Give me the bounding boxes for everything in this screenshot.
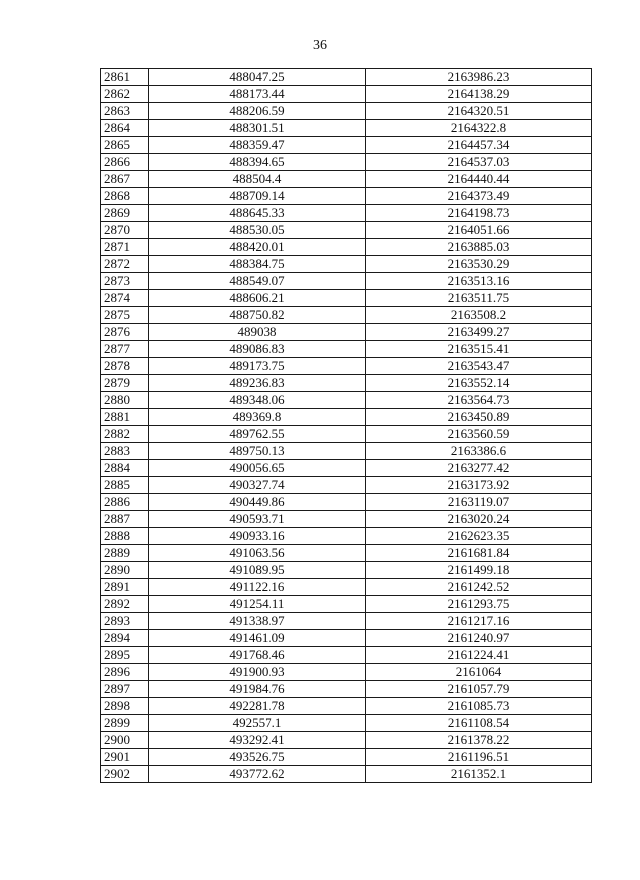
x-coordinate-cell: 489750.13 — [149, 443, 366, 460]
y-coordinate-cell: 2164457.34 — [366, 137, 592, 154]
y-coordinate-cell: 2164373.49 — [366, 188, 592, 205]
table-row — [101, 664, 592, 681]
x-coordinate-cell: 492557.1 — [149, 715, 366, 732]
table-row — [101, 103, 592, 120]
table-row — [101, 137, 592, 154]
point-id-cell: 2863 — [101, 103, 149, 120]
y-coordinate-cell: 2163020.24 — [366, 511, 592, 528]
point-id-cell: 2881 — [101, 409, 149, 426]
coordinates-table — [100, 68, 592, 783]
table-row — [101, 307, 592, 324]
y-coordinate-cell: 2163543.47 — [366, 358, 592, 375]
point-id-cell: 2878 — [101, 358, 149, 375]
y-coordinate-cell: 2163173.92 — [366, 477, 592, 494]
point-id-cell: 2902 — [101, 766, 149, 783]
y-coordinate-cell: 2162623.35 — [366, 528, 592, 545]
point-id-cell: 2890 — [101, 562, 149, 579]
x-coordinate-cell: 490056.65 — [149, 460, 366, 477]
y-coordinate-cell: 2163386.6 — [366, 443, 592, 460]
y-coordinate-cell: 2164138.29 — [366, 86, 592, 103]
point-id-cell: 2874 — [101, 290, 149, 307]
y-coordinate-cell: 2161085.73 — [366, 698, 592, 715]
x-coordinate-cell: 488504.4 — [149, 171, 366, 188]
page-number: 36 — [313, 38, 327, 53]
point-id-cell: 2868 — [101, 188, 149, 205]
x-coordinate-cell: 493292.41 — [149, 732, 366, 749]
y-coordinate-cell: 2163513.16 — [366, 273, 592, 290]
x-coordinate-cell: 488645.33 — [149, 205, 366, 222]
point-id-cell: 2899 — [101, 715, 149, 732]
table-row — [101, 545, 592, 562]
point-id-cell: 2876 — [101, 324, 149, 341]
point-id-cell: 2901 — [101, 749, 149, 766]
point-id-cell: 2861 — [101, 69, 149, 86]
point-id-cell: 2900 — [101, 732, 149, 749]
x-coordinate-cell: 490593.71 — [149, 511, 366, 528]
y-coordinate-cell: 2163986.23 — [366, 69, 592, 86]
x-coordinate-cell: 491984.76 — [149, 681, 366, 698]
point-id-cell: 2885 — [101, 477, 149, 494]
y-coordinate-cell: 2163277.42 — [366, 460, 592, 477]
x-coordinate-cell: 490327.74 — [149, 477, 366, 494]
point-id-cell: 2886 — [101, 494, 149, 511]
x-coordinate-cell: 488394.65 — [149, 154, 366, 171]
table-row — [101, 239, 592, 256]
y-coordinate-cell: 2161240.97 — [366, 630, 592, 647]
table-row — [101, 290, 592, 307]
table-row — [101, 698, 592, 715]
table-row — [101, 256, 592, 273]
point-id-cell: 2887 — [101, 511, 149, 528]
table-row — [101, 460, 592, 477]
y-coordinate-cell: 2164440.44 — [366, 171, 592, 188]
table-row — [101, 409, 592, 426]
y-coordinate-cell: 2164051.66 — [366, 222, 592, 239]
table-row — [101, 426, 592, 443]
y-coordinate-cell: 2161378.22 — [366, 732, 592, 749]
y-coordinate-cell: 2163560.59 — [366, 426, 592, 443]
table-row — [101, 358, 592, 375]
x-coordinate-cell: 488420.01 — [149, 239, 366, 256]
x-coordinate-cell: 491122.16 — [149, 579, 366, 596]
x-coordinate-cell: 488750.82 — [149, 307, 366, 324]
table-row — [101, 69, 592, 86]
x-coordinate-cell: 488173.44 — [149, 86, 366, 103]
table-row — [101, 188, 592, 205]
table-row — [101, 494, 592, 511]
table-row — [101, 613, 592, 630]
table-row — [101, 647, 592, 664]
point-id-cell: 2879 — [101, 375, 149, 392]
point-id-cell: 2864 — [101, 120, 149, 137]
y-coordinate-cell: 2163499.27 — [366, 324, 592, 341]
x-coordinate-cell: 489762.55 — [149, 426, 366, 443]
table-row — [101, 222, 592, 239]
point-id-cell: 2891 — [101, 579, 149, 596]
point-id-cell: 2893 — [101, 613, 149, 630]
table-row — [101, 375, 592, 392]
y-coordinate-cell: 2163885.03 — [366, 239, 592, 256]
x-coordinate-cell: 489173.75 — [149, 358, 366, 375]
y-coordinate-cell: 2164198.73 — [366, 205, 592, 222]
x-coordinate-cell: 489038 — [149, 324, 366, 341]
y-coordinate-cell: 2163511.75 — [366, 290, 592, 307]
table-row — [101, 273, 592, 290]
point-id-cell: 2892 — [101, 596, 149, 613]
x-coordinate-cell: 489086.83 — [149, 341, 366, 358]
point-id-cell: 2884 — [101, 460, 149, 477]
table-row — [101, 205, 592, 222]
point-id-cell: 2871 — [101, 239, 149, 256]
x-coordinate-cell: 488359.47 — [149, 137, 366, 154]
y-coordinate-cell: 2163515.41 — [366, 341, 592, 358]
point-id-cell: 2896 — [101, 664, 149, 681]
x-coordinate-cell: 490449.86 — [149, 494, 366, 511]
x-coordinate-cell: 489348.06 — [149, 392, 366, 409]
y-coordinate-cell: 2164320.51 — [366, 103, 592, 120]
table-row — [101, 715, 592, 732]
point-id-cell: 2862 — [101, 86, 149, 103]
x-coordinate-cell: 492281.78 — [149, 698, 366, 715]
y-coordinate-cell: 2163508.2 — [366, 307, 592, 324]
point-id-cell: 2869 — [101, 205, 149, 222]
x-coordinate-cell: 491338.97 — [149, 613, 366, 630]
x-coordinate-cell: 491461.09 — [149, 630, 366, 647]
x-coordinate-cell: 489236.83 — [149, 375, 366, 392]
y-coordinate-cell: 2164322.8 — [366, 120, 592, 137]
x-coordinate-cell: 491768.46 — [149, 647, 366, 664]
table-row — [101, 324, 592, 341]
table-row — [101, 86, 592, 103]
table-row — [101, 630, 592, 647]
y-coordinate-cell: 2163119.07 — [366, 494, 592, 511]
point-id-cell: 2897 — [101, 681, 149, 698]
table-row — [101, 766, 592, 783]
table-row — [101, 596, 592, 613]
point-id-cell: 2875 — [101, 307, 149, 324]
y-coordinate-cell: 2161217.16 — [366, 613, 592, 630]
y-coordinate-cell: 2161681.84 — [366, 545, 592, 562]
x-coordinate-cell: 493772.62 — [149, 766, 366, 783]
x-coordinate-cell: 491900.93 — [149, 664, 366, 681]
table-row — [101, 120, 592, 137]
table-row — [101, 528, 592, 545]
point-id-cell: 2895 — [101, 647, 149, 664]
y-coordinate-cell: 2161196.51 — [366, 749, 592, 766]
point-id-cell: 2882 — [101, 426, 149, 443]
x-coordinate-cell: 493526.75 — [149, 749, 366, 766]
x-coordinate-cell: 489369.8 — [149, 409, 366, 426]
y-coordinate-cell: 2161499.18 — [366, 562, 592, 579]
y-coordinate-cell: 2161108.54 — [366, 715, 592, 732]
y-coordinate-cell: 2161064 — [366, 664, 592, 681]
table-row — [101, 562, 592, 579]
y-coordinate-cell: 2163564.73 — [366, 392, 592, 409]
x-coordinate-cell: 488206.59 — [149, 103, 366, 120]
table-row — [101, 511, 592, 528]
x-coordinate-cell: 491089.95 — [149, 562, 366, 579]
point-id-cell: 2865 — [101, 137, 149, 154]
point-id-cell: 2898 — [101, 698, 149, 715]
x-coordinate-cell: 488301.51 — [149, 120, 366, 137]
point-id-cell: 2888 — [101, 528, 149, 545]
point-id-cell: 2873 — [101, 273, 149, 290]
table-row — [101, 477, 592, 494]
point-id-cell: 2883 — [101, 443, 149, 460]
table-row — [101, 579, 592, 596]
y-coordinate-cell: 2161293.75 — [366, 596, 592, 613]
table-row — [101, 154, 592, 171]
table-row — [101, 732, 592, 749]
x-coordinate-cell: 488384.75 — [149, 256, 366, 273]
x-coordinate-cell: 488606.21 — [149, 290, 366, 307]
point-id-cell: 2889 — [101, 545, 149, 562]
y-coordinate-cell: 2163552.14 — [366, 375, 592, 392]
table-row — [101, 341, 592, 358]
y-coordinate-cell: 2161352.1 — [366, 766, 592, 783]
y-coordinate-cell: 2161057.79 — [366, 681, 592, 698]
point-id-cell: 2872 — [101, 256, 149, 273]
x-coordinate-cell: 488530.05 — [149, 222, 366, 239]
table-row — [101, 681, 592, 698]
y-coordinate-cell: 2161242.52 — [366, 579, 592, 596]
x-coordinate-cell: 491063.56 — [149, 545, 366, 562]
point-id-cell: 2880 — [101, 392, 149, 409]
x-coordinate-cell: 488047.25 — [149, 69, 366, 86]
y-coordinate-cell: 2164537.03 — [366, 154, 592, 171]
x-coordinate-cell: 488549.07 — [149, 273, 366, 290]
table-row — [101, 171, 592, 188]
coordinates-table-body — [101, 69, 592, 783]
y-coordinate-cell: 2163450.89 — [366, 409, 592, 426]
point-id-cell: 2867 — [101, 171, 149, 188]
table-row — [101, 443, 592, 460]
x-coordinate-cell: 488709.14 — [149, 188, 366, 205]
y-coordinate-cell: 2161224.41 — [366, 647, 592, 664]
table-row — [101, 392, 592, 409]
x-coordinate-cell: 491254.11 — [149, 596, 366, 613]
point-id-cell: 2866 — [101, 154, 149, 171]
point-id-cell: 2894 — [101, 630, 149, 647]
y-coordinate-cell: 2163530.29 — [366, 256, 592, 273]
table-row — [101, 749, 592, 766]
point-id-cell: 2870 — [101, 222, 149, 239]
x-coordinate-cell: 490933.16 — [149, 528, 366, 545]
point-id-cell: 2877 — [101, 341, 149, 358]
